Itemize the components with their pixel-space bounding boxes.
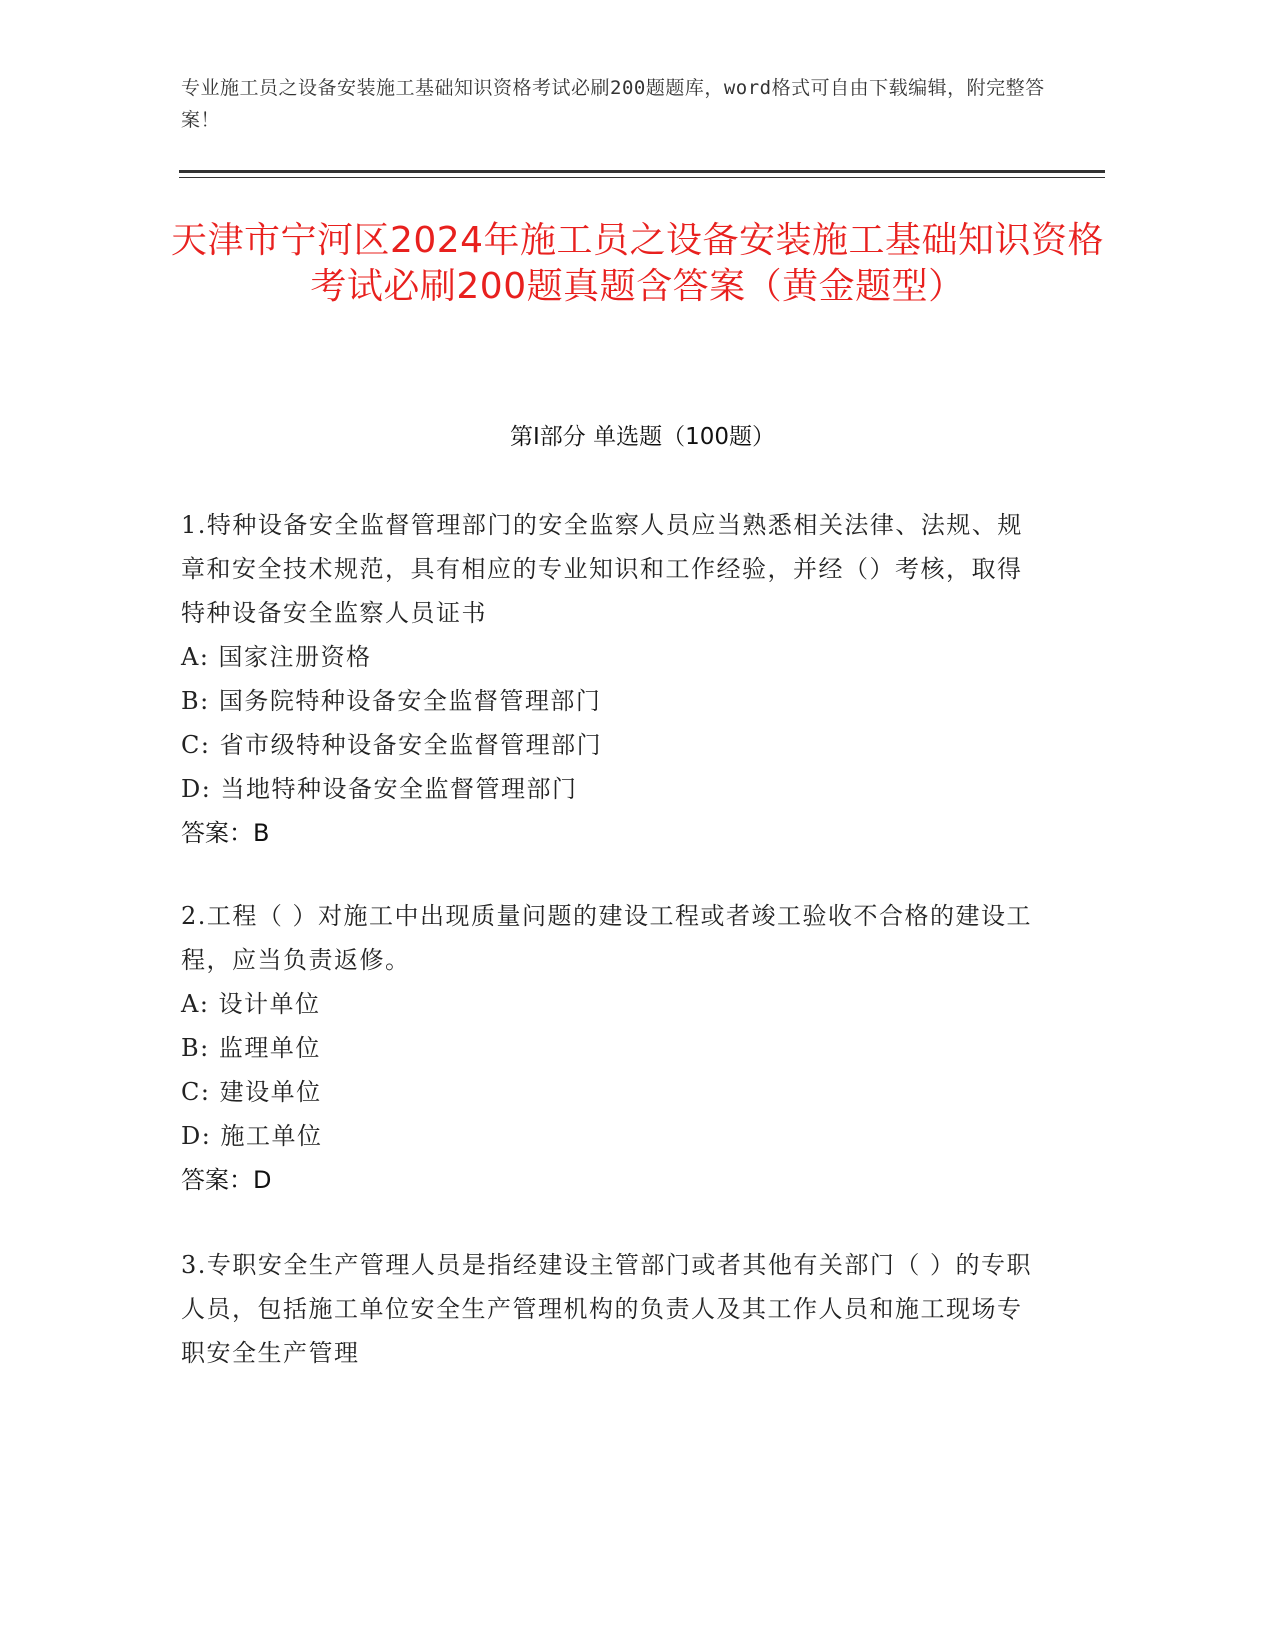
document-title: 天津市宁河区2024年施工员之设备安装施工基础知识资格考试必刷200题真题含答案（黄金题型） xyxy=(170,220,1105,307)
section-title: 第I部分 单选题（100题） xyxy=(510,424,775,450)
question-stem: 3.专职安全生产管理人员是指经建设主管部门或者其他有关部门（ ）的专职人员，包括施工单位安全生产管理机构的负责人及其工作人员和施工现场专职安全生产管理 xyxy=(181,1251,1033,1367)
option-a: A: 国家注册资格 xyxy=(181,643,372,671)
question-stem: 1.特种设备安全监督管理部门的安全监察人员应当熟悉相关法律、法规、规章和安全技术规范，具有相应的专业知识和工作经验，并经（）考核，取得特种设备安全监察人员证书 xyxy=(181,511,1023,627)
answer: 答案：D xyxy=(181,1166,272,1194)
header-note: 专业施工员之设备安装施工基础知识资格考试必刷200题题库，word格式可自由下载编辑，附完整答案！ xyxy=(181,77,1045,131)
option-d: D: 当地特种设备安全监督管理部门 xyxy=(181,775,578,803)
answer: 答案：B xyxy=(181,819,270,847)
option-d: D: 施工单位 xyxy=(181,1122,323,1150)
option-c: C: 建设单位 xyxy=(181,1078,322,1106)
option-a: A: 设计单位 xyxy=(181,990,321,1018)
question-2 xyxy=(181,894,1041,1202)
question-1 xyxy=(181,503,1041,855)
option-b: B: 监理单位 xyxy=(181,1034,321,1062)
question-3 xyxy=(181,1243,1041,1375)
header-rule-thin xyxy=(179,177,1105,178)
option-b: B: 国务院特种设备安全监督管理部门 xyxy=(181,687,602,715)
header-rule-thick xyxy=(179,170,1105,173)
option-c: C: 省市级特种设备安全监督管理部门 xyxy=(181,731,603,759)
question-stem: 2.工程（ ）对施工中出现质量问题的建设工程或者竣工验收不合格的建设工程，应当负责返修。 xyxy=(181,902,1033,974)
